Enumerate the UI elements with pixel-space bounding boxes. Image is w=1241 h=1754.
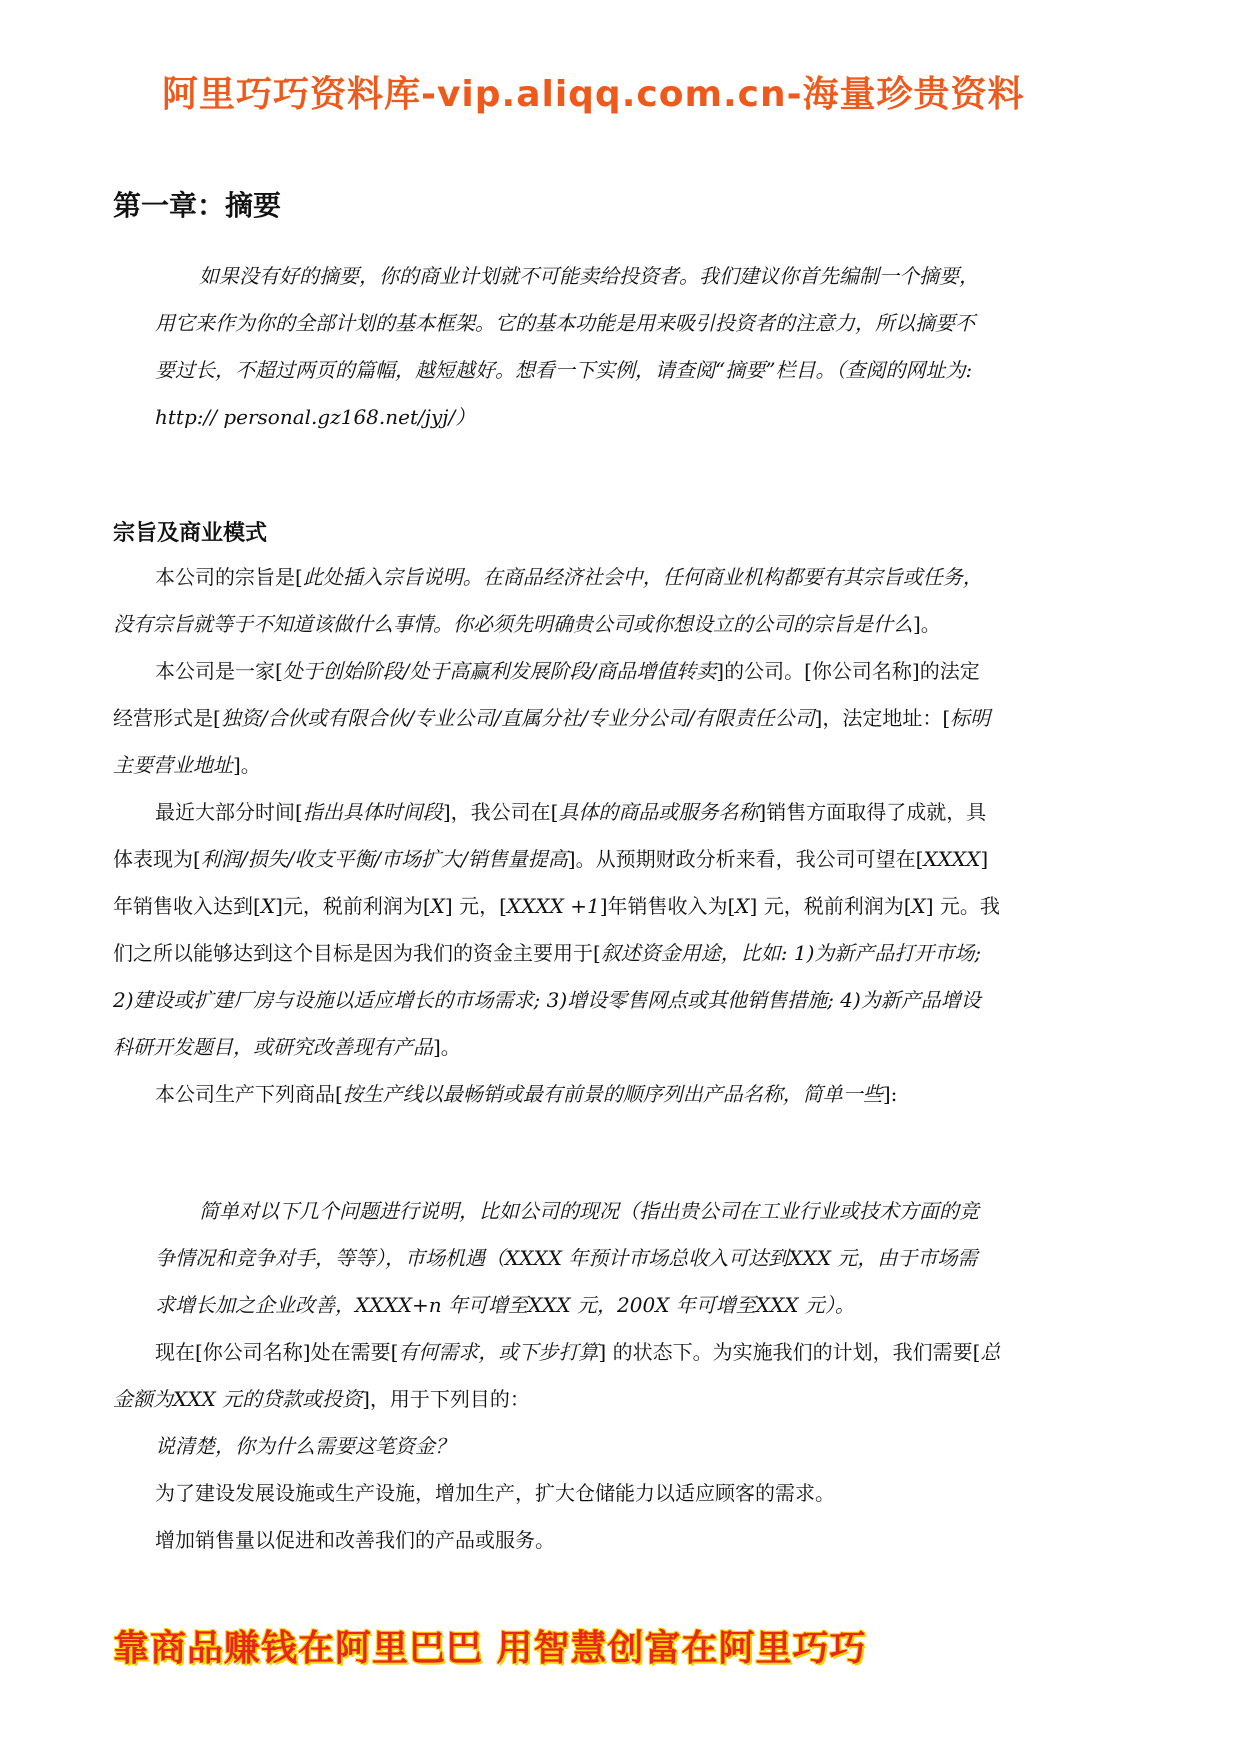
text: 们之所以能够达到这个目标是因为我们的资金主要用于[ [113, 941, 601, 965]
products-paragraph [155, 1071, 897, 1118]
funding-question: 说清楚，你为什么需要这笔资金？ [155, 1434, 455, 1458]
text: 标明 [950, 706, 991, 730]
text: ]: [882, 1082, 898, 1106]
text: ] [980, 847, 989, 871]
text: ]，法定地址：[ [814, 706, 951, 730]
text: 处于创始阶段/处于高赢利发展阶段/商品增值转卖 [282, 659, 717, 683]
text: ] 的状态下。为实施我们的计划，我们需要[ [598, 1340, 981, 1364]
text: XXXX [923, 847, 981, 871]
text: XXXX +1 [506, 894, 600, 918]
text: 争情况和竞争对手，等等），市场机遇（XXXX 年预计市场总收入可达到XXX 元，由于市场需 [155, 1246, 978, 1270]
text: 总 [980, 1340, 1001, 1364]
intro-line: 如果没有好的摘要，你的商业计划就不可能卖给投资者。我们建议你首先编制一个摘要， [199, 264, 979, 288]
text: 2)建设或扩建厂房与设施以适应增长的市场需求; 3)增设零售网点或其他销售措施; 4)为新产品增设 [113, 988, 981, 1012]
text: ]销售方面取得了成就，具 [758, 800, 987, 824]
text: ] 元，税前利润为[ [749, 894, 912, 918]
text: 此处插入宗旨说明。在商品经济社会中，任何商业机构都要有其宗旨或任务， [302, 565, 983, 589]
intro-paragraph [155, 253, 979, 441]
text: 独资/合伙或有限合伙/专业公司/直属分社/专业分公司/有限责任公司 [220, 706, 815, 730]
intro-line: 用它来作为你的全部计划的基本框架。它的基本功能是用来吸引投资者的注意力，所以摘要不 [155, 311, 975, 335]
text: ] 元，[ [444, 894, 507, 918]
text: X [735, 894, 750, 918]
text: 利润/损失/收支平衡/市场扩大/销售量提高 [200, 847, 568, 871]
text: 没有宗旨就等于不知道该做什么事情。你必须先明确贵公司或你想设立的公司的宗旨是什么 [113, 612, 913, 636]
text: 有何需求，或下步打算 [398, 1340, 599, 1364]
text: 求增长加之企业改善，XXXX+n 年可增至XXX 元，200X 年可增至XXX 元）。 [155, 1293, 855, 1317]
text: 具体的商品或服务名称 [558, 800, 759, 824]
company-paragraph [113, 648, 990, 789]
text: ]。从预期财政分析来看，我公司可望在[ [567, 847, 924, 871]
text: 本公司生产下列商品[ [155, 1082, 343, 1106]
text: X [430, 894, 445, 918]
text: 本公司是一家[ [155, 659, 283, 683]
text: 年销售收入达到[ [113, 894, 261, 918]
header-banner: 阿里巧巧资料库-vip.aliqq.com.cn-海量珍贵资料 [162, 74, 1025, 115]
text: 现在[你公司名称]处在需要[ [155, 1340, 399, 1364]
text: X [911, 894, 926, 918]
text: ]的公司。[你公司名称]的法定 [716, 659, 980, 683]
intro-line: http:// personal.gz168.net/jyj/） [155, 405, 476, 429]
text: X [260, 894, 276, 918]
mission-paragraph [113, 554, 983, 648]
text: 叙述资金用途，比如: 1)为新产品打开市场; [600, 941, 982, 965]
text: 主要营业地址 [113, 753, 233, 777]
performance-paragraph [113, 789, 1000, 1071]
text: ] 元。我 [925, 894, 1000, 918]
text: ]。 [233, 753, 261, 777]
text: 指出具体时间段 [302, 800, 443, 824]
purpose-item: 增加销售量以促进和改善我们的产品或服务。 [155, 1528, 555, 1552]
text: ]，我公司在[ [442, 800, 559, 824]
text: ]。 [913, 612, 941, 636]
market-paragraph [155, 1188, 979, 1329]
text: 按生产线以最畅销或最有前景的顺序列出产品名称，简单一些 [342, 1082, 883, 1106]
footer-banner: 靠商品赚钱在阿里巴巴 用智慧创富在阿里巧巧 [113, 1628, 867, 1669]
intro-line: 要过长，不超过两页的篇幅，越短越好。想看一下实例，请查阅“摘要”栏目。（查阅的网址为: [155, 358, 973, 382]
text: 体表现为[ [113, 847, 201, 871]
chapter-title: 第一章：摘要 [113, 189, 282, 222]
text: ]年销售收入为[ [599, 894, 736, 918]
text: ]，用于下列目的： [362, 1387, 530, 1411]
text: 简单对以下几个问题进行说明，比如公司的现况（指出贵公司在工业行业或技术方面的竞 [199, 1199, 979, 1223]
text: 金额为XXX 元的贷款或投资 [113, 1387, 363, 1411]
purpose-item: 为了建设发展设施或生产设施，增加生产，扩大仓储能力以适应顾客的需求。 [155, 1481, 835, 1505]
text: 科研开发题目，或研究改善现有产品 [113, 1035, 433, 1059]
text: 最近大部分时间[ [155, 800, 303, 824]
funding-paragraph [113, 1329, 1000, 1423]
section-title: 宗旨及商业模式 [113, 521, 268, 546]
text: ]元，税前利润为[ [275, 894, 431, 918]
text: ]。 [433, 1035, 461, 1059]
text: 本公司的宗旨是[ [155, 565, 303, 589]
text: 经营形式是[ [113, 706, 221, 730]
